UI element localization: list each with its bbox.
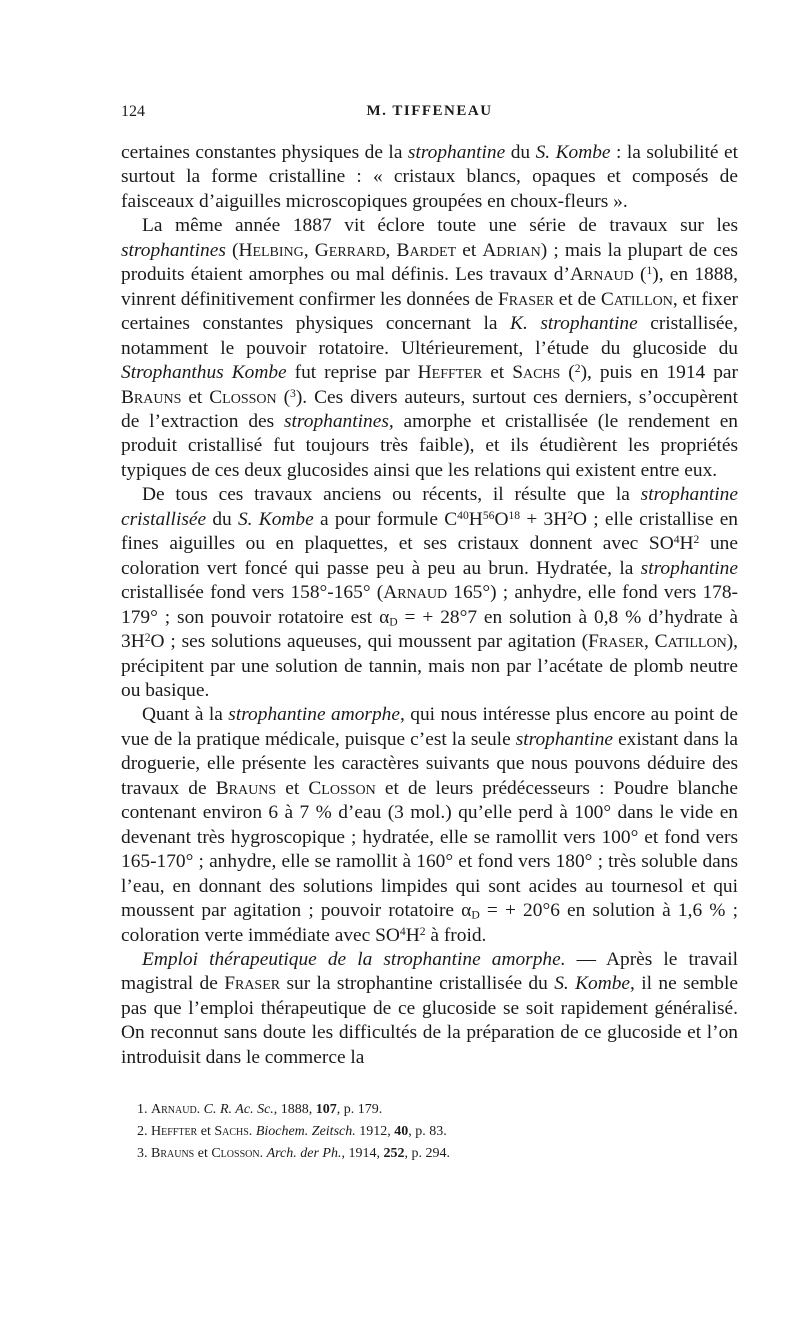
section-heading: Emploi thérapeutique de la strophantine amorphe. [142,948,566,970]
page-header [121,103,738,127]
page-number: 124 [121,103,145,120]
footnote-ref-3: 3 [290,386,296,400]
footnotes [137,1099,737,1165]
body-text [121,141,738,1070]
footnote-ref-1: 1 [646,264,653,278]
paragraph-3: De tous ces travaux anciens ou récents, il résulte que la strophantine cristallisée du S. Kombe a pour formule $C^{40}H^{56}O^{18} + 3H^2O$ ; elle cristallise en fines aiguilles ou en plaquettes, et ses cristaux donnent avec $SO^4H^2$ une coloration vert foncé qui passe peu à peu au brun. Hydratée, la strophantine cristallisée fond vers 158°-165° (Arnaud 165°) ; anhydre, elle fond vers 178-179° ; son pouvoir rotatoire est $\alpha_D$ = + 28°7 en solution à 0,8 % d’hydrate à $3H^2O$ ; ses solutions aqueuses, qui moussent par agitation (Fraser, Catillon), précipitent par une solution de tannin, mais non par l’acétate de plomb neutre ou basique. [121,484,739,701]
footnote-1: 1. Arnaud. C. R. Ac. Sc., 1888, 107, p. 179. [137,1102,383,1117]
paragraph-2: La même année 1887 vit éclore toute une série de travaux sur les strophantines (Helbing, Gerrard, Bardet et Adrian) ; mais la plupart de ces produits étaient amorphes ou mal définis. Les travaux d’Arnaud ($^1$), en 1888, vinrent définitivement confirmer les données de Fraser et de Catillon, et fixer certaines constantes physiques concernant la K. strophantine cristallisée, notamment le pouvoir rotatoire. Ultérieurement, l’étude du glucoside du Strophanthus Kombe fut reprise par Heffter et Sachs ($^2$), puis en 1914 par Brauns et Closson ($^3$). Ces divers auteurs, surtout ces derniers, s’occupèrent de l’extraction des strophantines, amorphe et cristallisée (le rendement en produit cristallisé fut toujours très faible), et ils étudièrent les propriétés typiques de ces deux glucosides ainsi que les relations qui existent entre eux. [121,215,739,481]
footnote-2: 2. Heffter et Sachs. Biochem. Zeitsch. 1912, 40, p. 83. [137,1124,447,1139]
footnote-3: 3. Brauns et Closson. Arch. der Ph., 1914, 252, p. 294. [137,1146,450,1161]
paragraph-1: certaines constantes physiques de la strophantine du S. Kombe : la solubilité et surtout la forme cristalline : « cristaux blancs, opaques et composés de faisceaux d’aiguilles microscopiques groupées en choux-fleurs ». [121,142,738,212]
paragraph-5: Emploi thérapeutique de la strophantine amorphe. — Après le travail magistral de Fraser sur la strophantine cristallisée du S. Kombe, il ne semble pas que l’emploi thérapeutique de ce glucoside se soit rapidement généralisé. On reconnut sans doute les difficultés de la préparation de ce glucoside et l’on introduisit dans le commerce la [121,948,739,1068]
paragraph-4: Quant à la strophantine amorphe, qui nous intéresse plus encore au point de vue de la pratique médicale, puisque c’est la seule strophantine existant dans la droguerie, elle présente les caractères suivants que nous pouvons déduire des travaux de Brauns et Closson et de leurs prédécesseurs : Poudre blanche contenant environ 6 à 7 % d’eau (3 mol.) qu’elle perd à 100° dans le vide en devenant très hygroscopique ; hydratée, elle se ramollit vers 100° et fond vers 165-170° ; anhydre, elle se ramollit à 160° et fond vers 180° ; très soluble dans l’eau, en donnant des solutions limpides qui sont acides au tournesol et qui moussent par agitation ; pouvoir rotatoire $\alpha_D$ = + 20°6 en solution à 1,6 % ; coloration verte immédiate avec $SO^4H^2$ à froid. [121,704,738,946]
running-title: M. TIFFENEAU [366,103,493,119]
footnote-ref-2: 2 [574,362,581,376]
